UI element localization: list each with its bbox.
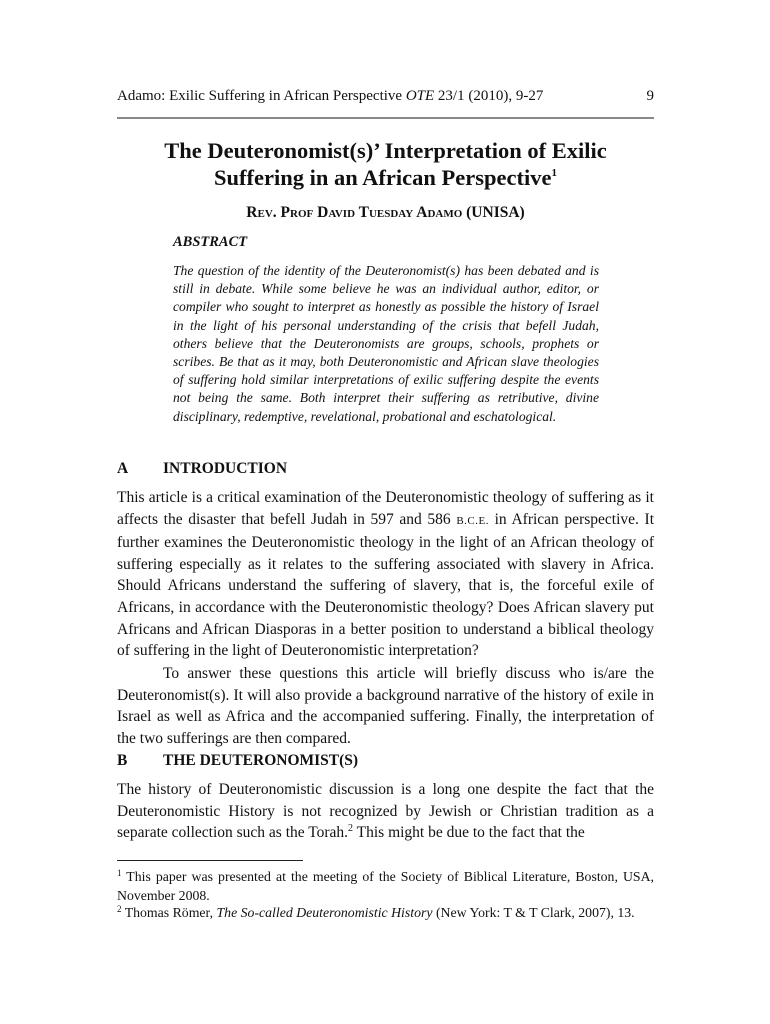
intro-paragraph-1 [117,487,654,662]
title-footnote-mark[interactable]: 1 [551,167,557,179]
title-line-2: Suffering in an African Perspective [214,165,552,190]
author-smallcaps: rof [290,204,314,221]
section-title: THE DEUTERONOMIST(S) [163,752,359,769]
author-smallcaps: ev. [257,204,277,221]
footnote-text: (New York: T & T Clark, 2007), 13. [432,905,635,920]
journal-citation: 23/1 (2010), 9-27 [437,88,544,104]
author-initial: A [416,204,428,221]
section-letter: A [117,460,129,477]
title-line-1: The Deuteronomist(s)’ Interpretation of Exilic [164,138,607,163]
deuteronomist-paragraph-1 [117,779,654,844]
paragraph-text: in African perspective. It further examines the Deuteronomistic theology in the light of an African theology of suffering especially as it relates to the suffering associated with slavery in Africa. Should Africans understand the suffering of slavery, that is, the forceful exile of Africans, in accordance with the Deuteronomistic theology? Does African slavery put Africans and African Diasporas in a better position to understand a biblical theology of suffering in the light of Deuteronomistic interpretation? [117,510,654,660]
article-title [117,137,654,191]
footnote-divider [117,860,303,861]
header-divider [117,117,654,119]
section-heading-a [117,459,654,479]
author-initial: P [280,204,290,221]
footnote-mark-2[interactable]: 2 [348,823,354,835]
running-title: Adamo: Exilic Suffering in African Perspective [117,88,403,104]
footnote-2 [117,903,654,922]
paragraph-text: This might be due to the fact that the [353,824,585,842]
author-smallcaps: avid [328,204,356,221]
author-initial: T [358,204,369,221]
author-smallcaps: damo [427,204,463,221]
author-initial: D [317,204,329,221]
running-header [117,86,654,106]
author-affiliation: (UNISA) [466,204,525,221]
footnote-1 [117,867,654,905]
footnote-number: 2 [117,904,122,914]
author-line [117,203,654,223]
section-title: INTRODUCTION [163,460,288,477]
section-heading-b [117,751,654,771]
journal-name: OTE [405,88,435,104]
cited-book-title: The So-called Deuteronomistic History [216,905,433,920]
abstract-text: The question of the identity of the Deuteronomist(s) has been debated and is still in debate. While some believe he was an individual author, editor, or compiler who sought to interpret as honestly as possible the history of Israel in the light of his personal understanding of the crisis that befell Judah, others believe that the Deuteronomists are groups, schools, prophets or scribes. Be that as it may, both Deuteronomistic and African slave theologies of suffering hold similar interpretations of exilic suffering despite the events not being the same. Both interpret their suffering as retributive, divine disciplinary, redemptive, revelational, probational and eschatological. [173,263,599,424]
era-abbreviation: B.C.E. [456,514,489,527]
section-letter: B [117,752,128,769]
paragraph-text: The history of Deuteronomistic discussion is a long one despite the fact that the Deuteronomistic History is not recognized by Jewish or Christian tradition as a separate collection such as the Torah. [117,781,654,842]
author-initial: R [246,204,258,221]
abstract-heading: ABSTRACT [173,234,248,250]
intro-paragraph-2: To answer these questions this article will briefly discuss who is/are the Deuteronomist(s). It will also provide a background narrative of the history of exile in Israel as well as Africa and the accompanied suffering. Finally, the interpretation of the two sufferings are then compared. [117,665,654,747]
footnote-text: Thomas Römer, [121,905,217,920]
footnote-number: 1 [117,868,122,878]
author-smallcaps: uesday [368,204,414,221]
page-number: 9 [646,88,654,104]
footnote-text: This paper was presented at the meeting of the Society of Biblical Literature, Boston, USA, November 2008. [117,869,654,903]
paragraph-text: This article is a critical examination of the Deuteronomistic theology of suffering as it affects the disaster that befell Judah in 597 and 586 [117,489,654,528]
